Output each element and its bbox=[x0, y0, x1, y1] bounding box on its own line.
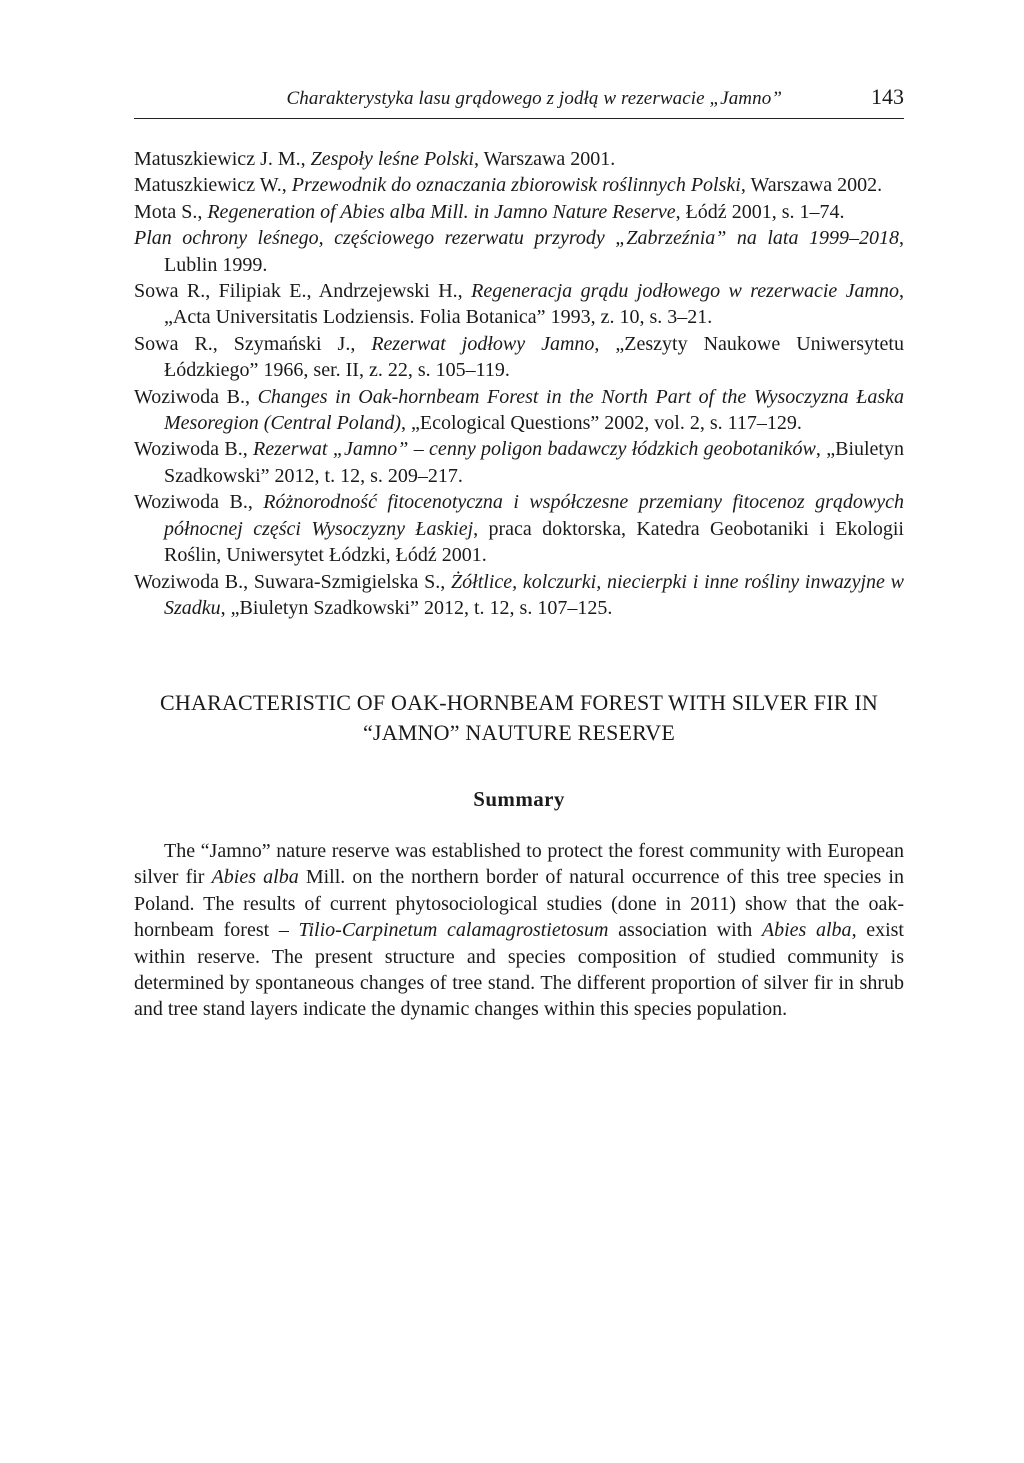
species-name: Abies alba bbox=[761, 919, 852, 942]
reference-item: Woziwoda B., Changes in Oak-hornbeam Forest in the North Part of the Wysoczyzna Łaska Mesoregion (Central Poland), „Ecological Questions” 2002, vol. 2, s. 117–129. bbox=[134, 385, 905, 435]
summary-paragraph: The “Jamno” nature reserve was established to protect the forest community with European silver fir Abies alba Mill. on the northern border of natural occurrence of this tree species in Poland. The results of current phytosociological studies (done in 2011) show that the oak-hornbeam forest – Tilio-Carpinetum calamagrostietosum association with Abies alba, exist within reserve. The present structure and species composition of studied community is determined by spontaneous changes of tree stand. The different proportion of silver fir in shrub and tree stand layers indicate the dynamic changes within this species population. bbox=[134, 840, 904, 1021]
reference-item: Plan ochrony leśnego, częściowego rezerwatu przyrody „Zabrzeźnia” na lata 1999–2018, Lublin 1999. bbox=[134, 227, 904, 276]
reference-item: Mota S., Regeneration of Abies alba Mill. in Jamno Nature Reserve, Łódź 2001, s. 1–74. bbox=[134, 200, 845, 223]
reference-item: Woziwoda B., Różnorodność fitocenotyczna i współczesne przemiany fitocenoz grądowych północnej części Wysoczyzny Łaskiej, praca doktorska, Katedra Geobotaniki i Ekologii Roślin, Uniwersytet Łódzki, Łódź 2001. bbox=[134, 491, 904, 567]
english-title-line: CHARACTERISTIC OF OAK-HORNBEAM FOREST WITH SILVER FIR IN bbox=[160, 690, 878, 715]
summary-heading: Summary bbox=[473, 787, 565, 811]
running-header bbox=[134, 86, 904, 119]
running-title: Charakterystyka lasu grądowego z jodłą w rezerwacie „Jamno” bbox=[286, 88, 782, 109]
english-title-line: “JAMNO” NAUTURE RESERVE bbox=[362, 720, 676, 745]
species-name: Abies alba bbox=[211, 866, 299, 889]
reference-list bbox=[134, 146, 904, 621]
page-number: 143 bbox=[871, 84, 904, 109]
reference-item: Sowa R., Filipiak E., Andrzejewski H., Regeneracja grądu jodłowego w rezerwacie Jamno, „Acta Universitatis Lodziensis. Folia Botanica” 1993, z. 10, s. 3–21. bbox=[134, 280, 905, 329]
reference-item: Woziwoda B., Rezerwat „Jamno” – cenny poligon badawczy łódzkich geobotaników, „Biuletyn Szadkowski” 2012, t. 12, s. 209–217. bbox=[134, 438, 904, 487]
english-article-title bbox=[134, 688, 904, 748]
reference-item: Sowa R., Szymański J., Rezerwat jodłowy Jamno, „Zeszyty Naukowe Uniwersytetu Łódzkiego” 1966, ser. II, z. 22, s. 105–119. bbox=[134, 332, 904, 382]
reference-item: Woziwoda B., Suwara-Szmigielska S., Żółtlice, kolczurki, niecierpki i inne rośliny inwazyjne w Szadku, „Biuletyn Szadkowski” 2012, t. 12, s. 107–125. bbox=[134, 570, 904, 619]
reference-item: Matuszkiewicz W., Przewodnik do oznaczania zbiorowisk roślinnych Polski, Warszawa 2002. bbox=[134, 174, 883, 197]
association-name: Tilio-Carpinetum calamagrostietosum bbox=[298, 919, 609, 942]
reference-item: Matuszkiewicz J. M., Zespoły leśne Polski, Warszawa 2001. bbox=[134, 148, 616, 170]
